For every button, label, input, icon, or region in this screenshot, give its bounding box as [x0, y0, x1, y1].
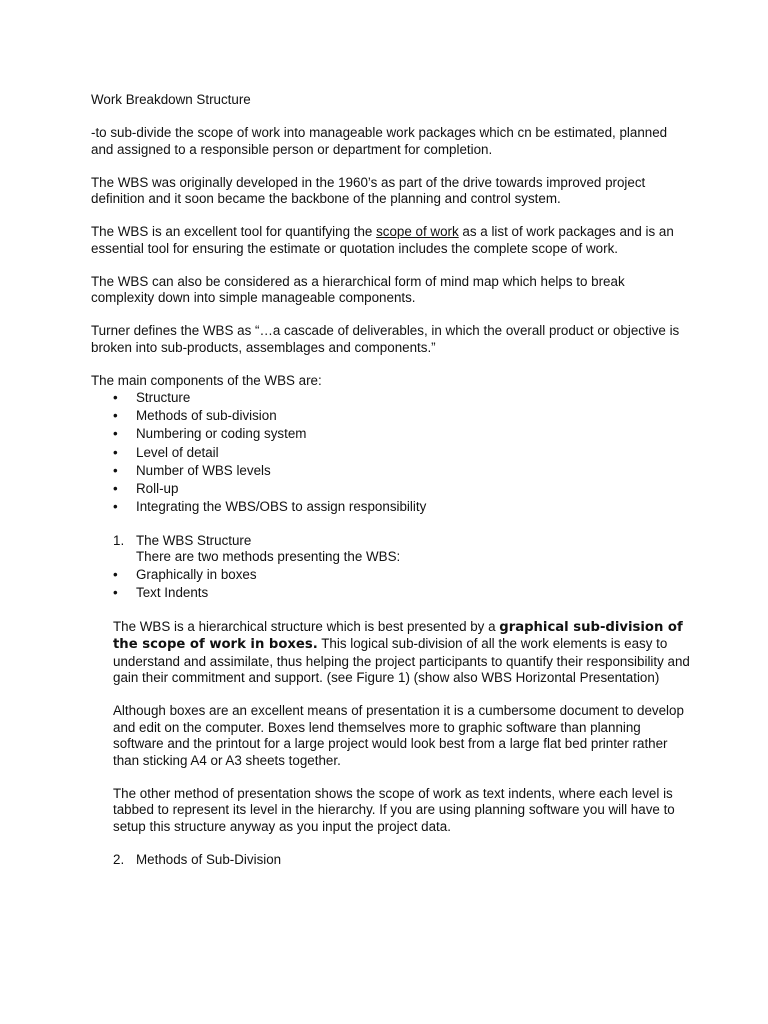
boxes-paragraph: Although boxes are an excellent means of presentation it is a cumbersome document to develop and edit on the computer. Boxes lend themselves more to graphic software than planning software and the printout for a large project would look best from a large flat bed printer rather than sticking A4 or A3 sheets together. [113, 703, 684, 768]
section-1-number: 1. [113, 532, 125, 548]
section-1-heading [91, 533, 691, 550]
list-item: • Structure [91, 389, 691, 407]
list-item: • Roll-up [91, 480, 691, 498]
graphical-paragraph [113, 619, 691, 687]
tool-paragraph-start: The WBS is an excellent tool for quantifying the [91, 224, 377, 239]
list-item: • Number of WBS levels [91, 462, 691, 480]
bullet-icon: • [113, 566, 118, 582]
document-page [91, 92, 691, 868]
graphical-emphasis: graphical sub-division of the scope of work in boxes. [113, 619, 683, 653]
list-item: • Numbering or coding system [91, 425, 691, 443]
bullet-icon: • [113, 408, 118, 424]
bullet-icon: • [113, 390, 118, 405]
tool-paragraph-end: as a list of work packages and is an essential tool for ensuring the estimate or quotation includes the complete scope of work. [91, 224, 674, 256]
list-item: • Methods of sub-division [91, 407, 691, 425]
list-item: • Graphically in boxes [91, 566, 691, 584]
graphical-paragraph-start: The WBS is a hierarchical structure which is best presented by a [113, 618, 500, 634]
bullet-icon: • [113, 499, 118, 515]
bullet-icon: • [113, 444, 118, 460]
bullet-icon: • [113, 481, 118, 497]
bullet-icon: • [113, 426, 118, 442]
indents-paragraph: The other method of presentation shows the scope of work as text indents, where each level is tabbed to represent its level in the hierarchy. If you are using planning software you will have to setup this structure anyway as you input the project data. [113, 785, 675, 834]
intro-paragraph: -to sub-divide the scope of work into manageable work packages which cn be estimated, planned and assigned to a responsible person or department for completion. [91, 125, 668, 157]
components-heading: The main components of the WBS are: [91, 372, 322, 388]
tool-paragraph [91, 224, 691, 257]
graphical-paragraph-end: This logical sub-division of all the work elements is easy to understand and assimilate, thus helping the project participants to quantify their responsibility and gain their commitment and support. (see Figure 1) (show also WBS Horizontal Presentation) [113, 636, 690, 686]
section-2-heading [91, 852, 691, 869]
section-1-title: The WBS Structure [136, 532, 252, 548]
list-item: • Level of detail [91, 444, 691, 462]
list-item: • Integrating the WBS/OBS to assign responsibility [91, 498, 691, 516]
section-2-title: Methods of Sub-Division [136, 851, 282, 867]
components-list [91, 389, 691, 516]
section-2-number: 2. [113, 851, 125, 867]
mindmap-paragraph: The WBS can also be considered as a hierarchical form of mind map which helps to break complexity down into simple manageable components. [91, 273, 625, 305]
document-title: Work Breakdown Structure [91, 92, 251, 107]
history-paragraph: The WBS was originally developed in the 1960’s as part of the drive towards improved project definition and it soon became the backbone of the planning and control system. [91, 174, 646, 206]
bullet-icon: • [113, 585, 118, 601]
scope-of-work-link[interactable]: scope of work [376, 224, 459, 239]
turner-paragraph: Turner defines the WBS as “…a cascade of deliverables, in which the overall product or objective is broken into sub-products, assemblages and components.” [91, 323, 680, 355]
list-item: • Text Indents [91, 584, 691, 602]
section-1-subtitle: There are two methods presenting the WBS: [136, 549, 401, 565]
bullet-icon: • [113, 462, 118, 478]
methods-list [91, 566, 691, 602]
